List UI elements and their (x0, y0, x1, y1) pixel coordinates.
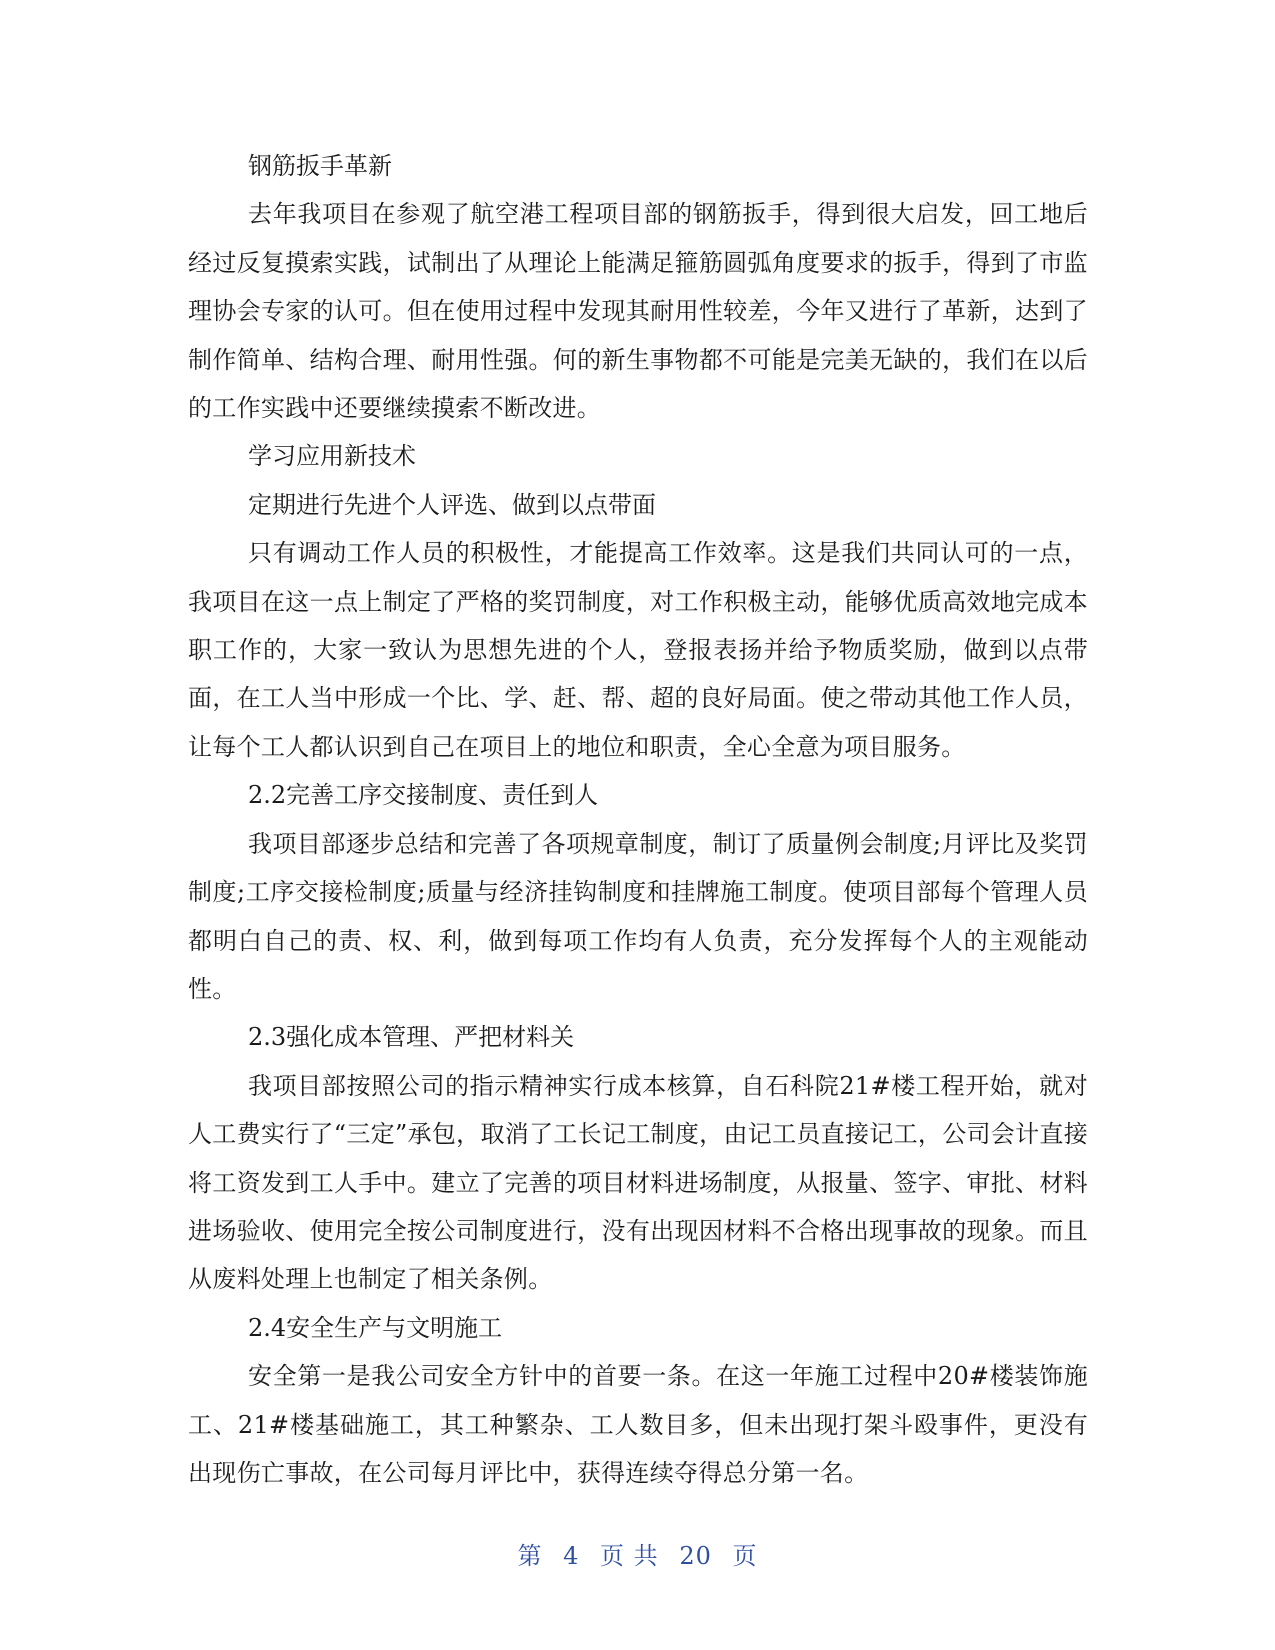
paragraph: 我项目部按照公司的指示精神实行成本核算，自石科院21#楼工程开始，就对人工费实行了“三定”承包，取消了工长记工制度，由记工员直接记工，公司会计直接将工资发到工人手中。建立了完善的项目材料进场制度，从报量、签字、审批、材料进场验收、使用完全按公司制度进行，没有出现因材料不合格出现事故的现象。而且从废料处理上也制定了相关条例。 (188, 1071, 1088, 1294)
footer-page-number: 4 (563, 1542, 580, 1570)
footer-prefix: 第 (517, 1542, 543, 1570)
section-heading: 2.4安全生产与文明施工 (248, 1313, 503, 1342)
page-footer (0, 1536, 1275, 1571)
section-heading: 钢筋扳手革新 (248, 152, 392, 180)
footer-suffix: 页 (732, 1542, 758, 1570)
section-heading: 2.3强化成本管理、严把材料关 (248, 1023, 575, 1052)
paragraph: 我项目部逐步总结和完善了各项规章制度，制订了质量例会制度;月评比及奖罚制度;工序交接检制度;质量与经济挂钩制度和挂牌施工制度。使项目部每个管理人员都明白自己的责、权、利，做到每项工作均有人负责，充分发挥每个人的主观能动性。 (188, 829, 1088, 1003)
section-heading: 2.2完善工序交接制度、责任到人 (248, 781, 599, 810)
section-heading: 定期进行先进个人评选、做到以点带面 (248, 490, 656, 519)
paragraph: 去年我项目在参观了航空港工程项目部的钢筋扳手，得到很大启发，回工地后经过反复摸索实践，试制出了从理论上能满足箍筋圆弧角度要求的扳手，得到了市监理协会专家的认可。但在使用过程中发现其耐用性较差，今年又进行了革新，达到了制作简单、结构合理、耐用性强。何的新生事物都不可能是完美无缺的，我们在以后的工作实践中还要继续摸索不断改进。 (188, 200, 1088, 423)
footer-middle: 页 共 (600, 1542, 659, 1570)
footer-total-pages: 20 (679, 1542, 712, 1570)
section-heading: 学习应用新技术 (248, 442, 416, 471)
paragraph: 只有调动工作人员的积极性，才能提高工作效率。这是我们共同认可的一点，我项目在这一点上制定了严格的奖罚制度，对工作积极主动，能够优质高效地完成本职工作的，大家一致认为思想先进的个人，登报表扬并给予物质奖励，做到以点带面，在工人当中形成一个比、学、赶、帮、超的良好局面。使之带动其他工作人员，让每个工人都认识到自己在项目上的地位和职责，全心全意为项目服务。 (188, 539, 1088, 761)
paragraph: 安全第一是我公司安全方针中的首要一条。在这一年施工过程中20#楼装饰施工、21#楼基础施工，其工种繁杂、工人数目多，但未出现打架斗殴事件，更没有出现伤亡事故，在公司每月评比中，获得连续夺得总分第一名。 (188, 1362, 1088, 1487)
document-body (188, 142, 1088, 1497)
